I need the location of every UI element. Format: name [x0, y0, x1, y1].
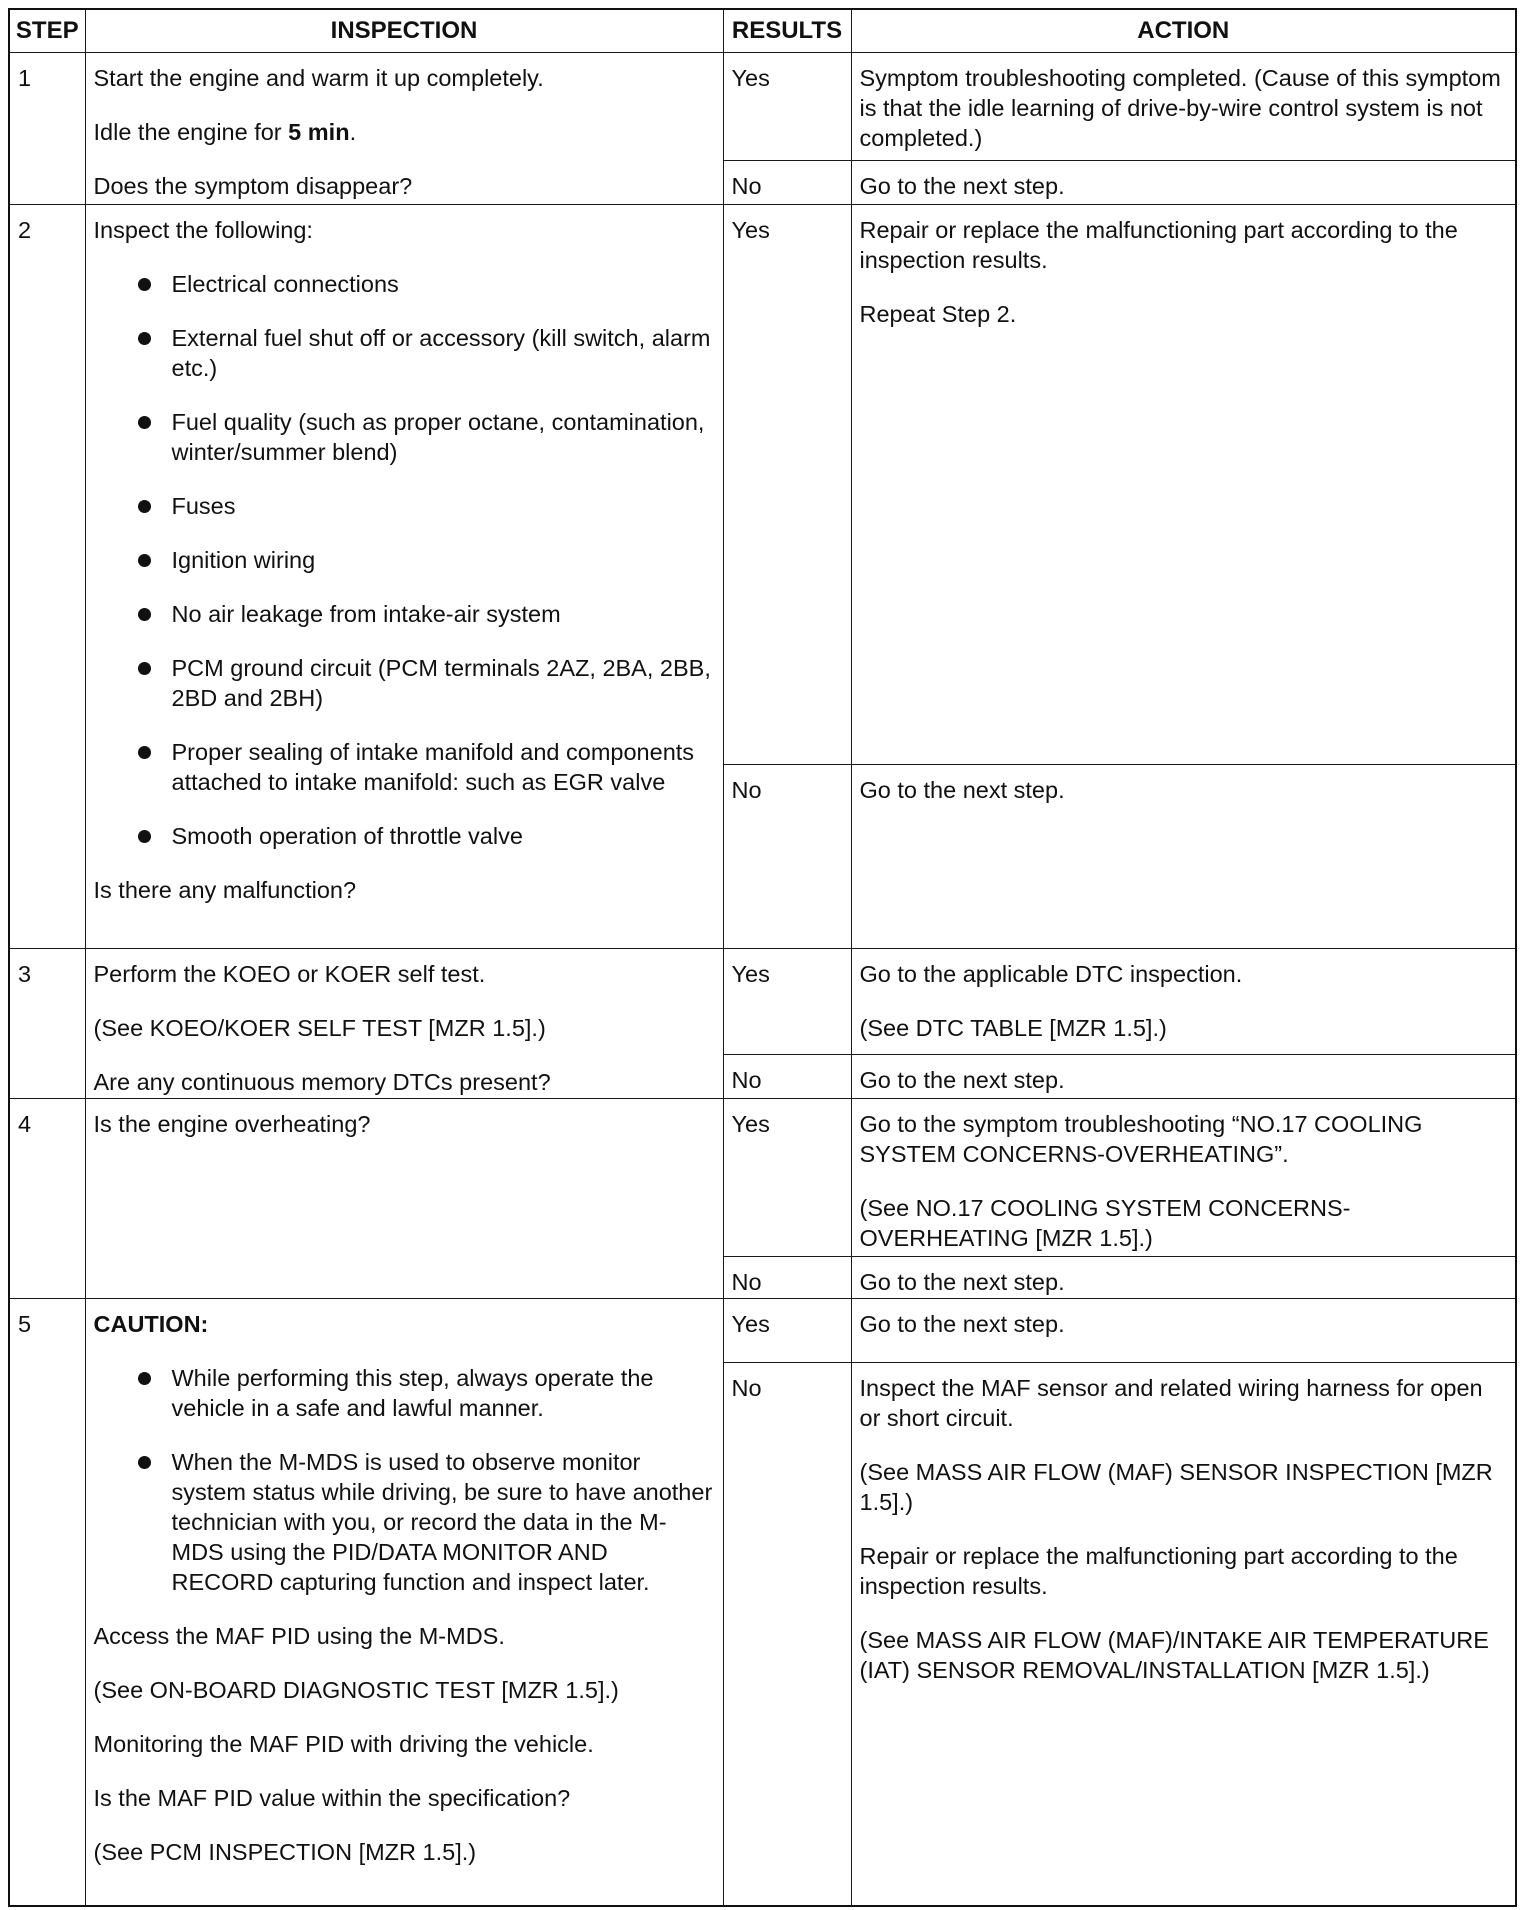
result-no: No	[723, 1363, 851, 1907]
action-text: Repair or replace the malfunctioning part according to the inspection results.	[859, 217, 1458, 273]
action-cell	[851, 205, 1516, 765]
action-text: Go to the applicable DTC inspection.	[859, 961, 1243, 987]
inspection-question: Is the MAF PID value within the specification?	[93, 1785, 571, 1811]
step-2-yes-row	[9, 205, 1516, 765]
step-1-inspection	[85, 53, 723, 205]
step-5-inspection	[85, 1299, 723, 1907]
bullet-icon	[138, 1372, 151, 1385]
action-text: (See NO.17 COOLING SYSTEM CONCERNS-OVERHEATING [MZR 1.5].)	[859, 1195, 1351, 1251]
step-number: 4	[9, 1099, 85, 1299]
action-text: Symptom troubleshooting completed. (Cause of this symptom is that the idle learning of drive-by-wire control system is not completed.)	[851, 53, 1516, 161]
step-3-yes-row	[9, 949, 1516, 1055]
action-cell	[851, 1363, 1516, 1907]
bullet-icon	[138, 278, 151, 291]
step-3-inspection	[85, 949, 723, 1099]
inspection-question: Are any continuous memory DTCs present?	[93, 1069, 551, 1095]
inspection-text: (See PCM INSPECTION [MZR 1.5].)	[93, 1839, 477, 1865]
action-text: (See MASS AIR FLOW (MAF)/INTAKE AIR TEMPERATURE (IAT) SENSOR REMOVAL/INSTALLATION [MZR 1.5].)	[859, 1627, 1489, 1683]
step-4-yes-row	[9, 1099, 1516, 1257]
inspection-text: Inspect the following:	[93, 217, 313, 243]
action-text: Go to the symptom troubleshooting “NO.17 COOLING SYSTEM CONCERNS-OVERHEATING”.	[859, 1111, 1423, 1167]
inspection-text: Monitoring the MAF PID with driving the vehicle.	[93, 1731, 594, 1757]
step-number: 5	[9, 1299, 85, 1907]
inspection-text: (See ON-BOARD DIAGNOSTIC TEST [MZR 1.5].)	[93, 1677, 619, 1703]
bullet-icon	[138, 662, 151, 675]
action-text: Go to the next step.	[851, 161, 1516, 205]
action-text: Repeat Step 2.	[859, 301, 1017, 327]
result-yes: Yes	[723, 949, 851, 1055]
inspection-question: Does the symptom disappear?	[93, 173, 413, 199]
list-item: PCM ground circuit (PCM terminals 2AZ, 2BA, 2BB, 2BD and 2BH)	[94, 653, 713, 713]
step-number: 1	[9, 53, 85, 205]
action-text: Go to the next step.	[851, 1257, 1516, 1299]
result-no: No	[723, 765, 851, 949]
bullet-icon	[138, 554, 151, 567]
list-item: Ignition wiring	[94, 545, 713, 575]
result-no: No	[723, 161, 851, 205]
action-cell	[851, 1099, 1516, 1257]
step-1-yes-row	[9, 53, 1516, 161]
list-item: Fuel quality (such as proper octane, contamination, winter/summer blend)	[94, 407, 713, 467]
bullet-icon	[138, 746, 151, 759]
list-item: Electrical connections	[94, 269, 713, 299]
result-yes: Yes	[723, 1299, 851, 1363]
step-2-inspection	[85, 205, 723, 949]
idle-duration: 5 min	[288, 119, 350, 145]
header-results: RESULTS	[723, 9, 851, 53]
bullet-icon	[138, 500, 151, 513]
inspection-question: Is the engine overheating?	[93, 1111, 371, 1137]
header-action: ACTION	[851, 9, 1516, 53]
result-yes: Yes	[723, 205, 851, 765]
bullet-icon	[138, 608, 151, 621]
bullet-icon	[138, 416, 151, 429]
action-text: (See DTC TABLE [MZR 1.5].)	[859, 1015, 1167, 1041]
result-no: No	[723, 1055, 851, 1099]
step-number: 3	[9, 949, 85, 1099]
step-number: 2	[9, 205, 85, 949]
list-item: Fuses	[94, 491, 713, 521]
step-4-inspection	[85, 1099, 723, 1299]
bullet-icon	[138, 1456, 151, 1469]
result-yes: Yes	[723, 53, 851, 161]
caution-label: CAUTION:	[93, 1311, 209, 1337]
inspection-text: Start the engine and warm it up completely.	[93, 65, 544, 91]
bullet-icon	[138, 332, 151, 345]
list-item: External fuel shut off or accessory (kill switch, alarm etc.)	[94, 323, 713, 383]
header-step: STEP	[9, 9, 85, 53]
result-no: No	[723, 1257, 851, 1299]
header-row	[9, 9, 1516, 53]
action-text: Go to the next step.	[851, 765, 1516, 949]
list-item: Proper sealing of intake manifold and components attached to intake manifold: such as EGR valve	[94, 737, 713, 797]
header-inspection: INSPECTION	[85, 9, 723, 53]
action-text: Inspect the MAF sensor and related wiring harness for open or short circuit.	[859, 1375, 1483, 1431]
action-cell	[851, 949, 1516, 1055]
action-text: (See MASS AIR FLOW (MAF) SENSOR INSPECTION [MZR 1.5].)	[859, 1459, 1493, 1515]
inspection-text: (See KOEO/KOER SELF TEST [MZR 1.5].)	[93, 1015, 546, 1041]
result-yes: Yes	[723, 1099, 851, 1257]
inspection-question: Is there any malfunction?	[93, 877, 357, 903]
inspection-text: Idle the engine for 5 min.	[93, 119, 357, 145]
list-item: When the M-MDS is used to observe monitor system status while driving, be sure to have another technician with you, or record the data in the M-MDS using the PID/DATA MONITOR AND RECORD capturing function and inspect later.	[94, 1447, 713, 1597]
step-5-yes-row	[9, 1299, 1516, 1363]
action-text: Repair or replace the malfunctioning part according to the inspection results.	[859, 1543, 1458, 1599]
list-item: While performing this step, always operate the vehicle in a safe and lawful manner.	[94, 1363, 713, 1423]
troubleshooting-table	[8, 8, 1517, 1907]
action-text: Go to the next step.	[851, 1299, 1516, 1363]
action-text: Go to the next step.	[851, 1055, 1516, 1099]
list-item: Smooth operation of throttle valve	[94, 821, 713, 851]
inspection-text: Perform the KOEO or KOER self test.	[93, 961, 486, 987]
list-item: No air leakage from intake-air system	[94, 599, 713, 629]
bullet-icon	[138, 830, 151, 843]
inspection-text: Access the MAF PID using the M-MDS.	[93, 1623, 505, 1649]
